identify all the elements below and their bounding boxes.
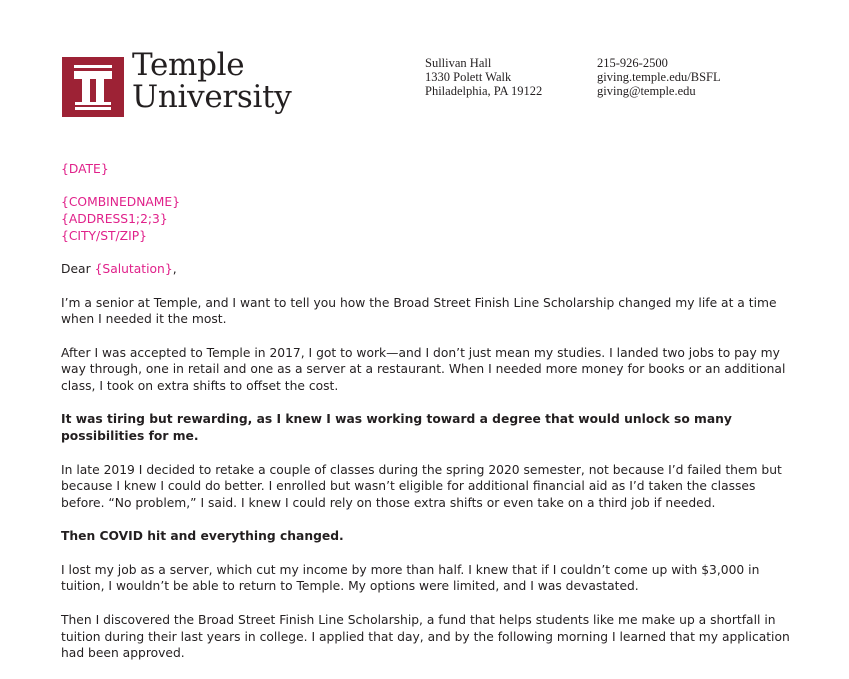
logo-word-university: University (132, 79, 292, 115)
logo-wordmark (132, 49, 291, 113)
contact-info (597, 56, 721, 98)
greeting-punctuation: , (172, 262, 177, 277)
address-line: Sullivan Hall (425, 56, 492, 70)
recipient-address-field: {ADDRESS1;2;3} (61, 212, 168, 227)
paragraph: I lost my job as a server, which cut my income by more than half. I knew that if I couldn’t come up with $3,000 in tuition, I wouldn’t be able to return to Temple. My options were limited, and I was devastated. (61, 562, 760, 594)
recipient-block (61, 194, 796, 244)
salutation-field: {Salutation} (94, 262, 173, 277)
email-address: giving@temple.edu (597, 84, 696, 98)
website-url: giving.temple.edu/BSFL (597, 70, 721, 84)
recipient-name-field: {COMBINEDNAME} (61, 195, 181, 210)
greeting-word: Dear (61, 262, 91, 277)
paragraph: Then I discovered the Broad Street Finish Line Scholarship, a fund that helps students like me make up a shortfall in tuition during their last years in college. I applied that day, and by the following morning I learned that my application had been approved. (61, 612, 790, 661)
temple-university-logo (62, 47, 307, 127)
paragraph-emphasis: Then COVID hit and everything changed. (61, 529, 344, 544)
greeting-line (61, 261, 796, 278)
paragraph: I’m a senior at Temple, and I want to tell you how the Broad Street Finish Line Scholarship changed my life at a time when I needed it the most. (61, 295, 777, 327)
mailing-address (425, 56, 542, 98)
address-line: 1330 Polett Walk (425, 70, 512, 84)
logo-word-temple: Temple (132, 47, 245, 83)
date-field: {DATE} (61, 162, 109, 176)
letter-body (61, 161, 796, 679)
paragraph: In late 2019 I decided to retake a couple of classes during the spring 2020 semester, not because I’d failed them but because I knew I could do better. I enrolled but wasn’t eligible for additional financial aid as I’d taken the classes before. “No problem,” I said. I knew I could rely on those extra shifts or even take on a third job if needed. (61, 462, 782, 510)
paragraph-emphasis: It was tiring but rewarding, as I knew I was working toward a degree that would unlock so many possibilities for me. (61, 412, 732, 444)
address-line: Philadelphia, PA 19122 (425, 84, 543, 98)
recipient-city-field: {CITY/ST/ZIP} (61, 228, 147, 243)
paragraph: After I was accepted to Temple in 2017, I got to work—and I don’t just mean my studies. I landed two jobs to pay my way through, one in retail and one as a server at a restaurant. When I needed more money for books or an additional class, I took on extra shifts to offset the cost. (61, 345, 786, 394)
phone-number: 215-926-2500 (597, 56, 668, 70)
temple-t-icon (62, 57, 124, 117)
